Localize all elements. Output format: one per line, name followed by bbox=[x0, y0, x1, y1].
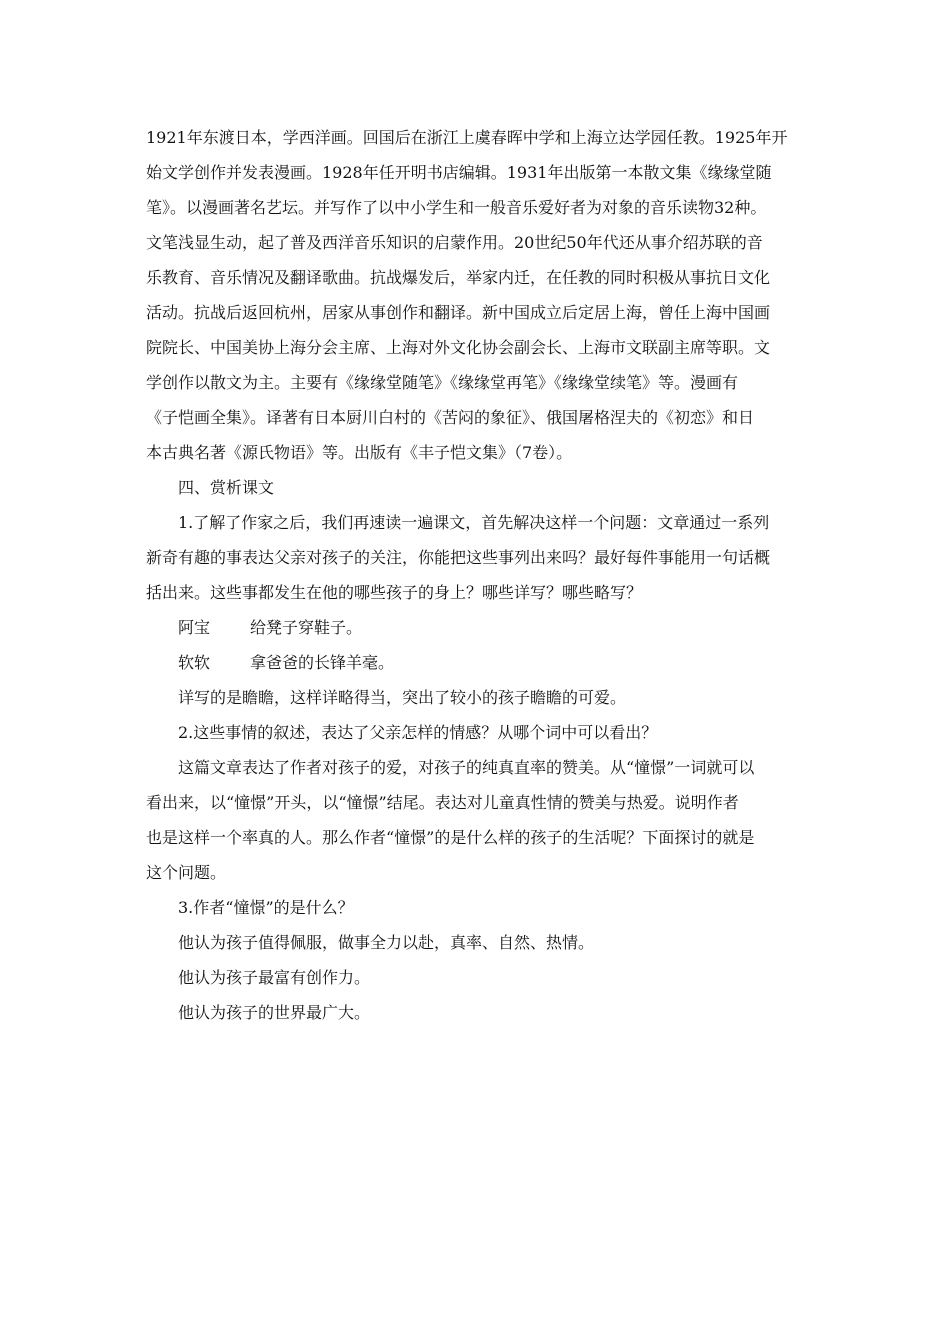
child-event-row bbox=[146, 610, 806, 645]
author-bio-paragraph bbox=[146, 120, 806, 470]
question-1 bbox=[146, 505, 806, 610]
text-line: 笔》。以漫画著名艺坛。并写作了以中小学生和一般音乐爱好者为对象的音乐读物32种。 bbox=[146, 198, 767, 217]
answer-3 bbox=[146, 925, 806, 1030]
text-line: 1.了解了作家之后，我们再速读一遍课文，首先解决这样一个问题：文章通过一系列 bbox=[178, 513, 770, 532]
text-line: 院院长、中国美协上海分会主席、上海对外文化协会副会长、上海市文联副主席等职。文 bbox=[146, 338, 771, 357]
text-line: 他认为孩子的世界最广大。 bbox=[178, 1003, 371, 1022]
text-line: 《子恺画全集》。译著有日本厨川白村的《苦闷的象征》、俄国屠格涅夫的《初恋》和日 bbox=[146, 408, 755, 427]
child-event-row bbox=[146, 645, 806, 680]
answer-2 bbox=[146, 750, 806, 890]
text-line: 活动。抗战后返回杭州，居家从事创作和翻译。新中国成立后定居上海，曾任上海中国画 bbox=[146, 303, 771, 322]
text-line: 学创作以散文为主。主要有《缘缘堂随笔》《缘缘堂再笔》《缘缘堂续笔》等。漫画有 bbox=[146, 373, 739, 392]
text-line: 文笔浅显生动，起了普及西洋音乐知识的启蒙作用。20世纪50年代还从事介绍苏联的音 bbox=[146, 233, 763, 252]
text-line: 看出来，以“憧憬”开头，以“憧憬”结尾。表达对儿童真性情的赞美与热爱。说明作者 bbox=[146, 793, 739, 812]
document-body bbox=[146, 120, 806, 1030]
text-line: 括出来。这些事都发生在他的哪些孩子的身上？哪些详写？哪些略写？ bbox=[146, 583, 643, 602]
text-line: 乐教育、音乐情况及翻译歌曲。抗战爆发后，举家内迁，在任教的同时积极从事抗日文化 bbox=[146, 268, 771, 287]
child-name: 阿宝 bbox=[178, 618, 211, 637]
text-line: 也是这样一个率真的人。那么作者“憧憬”的是什么样的孩子的生活呢？下面探讨的就是 bbox=[146, 828, 755, 847]
child-event: 给凳子穿鞋子。 bbox=[250, 618, 363, 637]
section-heading: 四、赏析课文 bbox=[178, 478, 275, 497]
text-line: 他认为孩子值得佩服，做事全力以赴，真率、自然、热情。 bbox=[178, 933, 595, 952]
text-line: 1921年东渡日本，学西洋画。回国后在浙江上虞春晖中学和上海立达学园任教。1925年开 bbox=[146, 128, 788, 147]
text-line: 他认为孩子最富有创作力。 bbox=[178, 968, 371, 987]
question-2: 2.这些事情的叙述，表达了父亲怎样的情感？从哪个词中可以看出？ bbox=[178, 723, 658, 742]
text-line: 这个问题。 bbox=[146, 863, 227, 882]
child-event: 拿爸爸的长锋羊毫。 bbox=[250, 653, 395, 672]
detail-note: 详写的是瞻瞻，这样详略得当，突出了较小的孩子瞻瞻的可爱。 bbox=[178, 688, 627, 707]
question-3: 3.作者“憧憬”的是什么？ bbox=[178, 898, 354, 917]
text-line: 本古典名著《源氏物语》等。出版有《丰子恺文集》（7卷）。 bbox=[146, 443, 573, 462]
child-name: 软软 bbox=[178, 653, 211, 672]
text-line: 这篇文章表达了作者对孩子的爱，对孩子的纯真直率的赞美。从“憧憬”一词就可以 bbox=[178, 758, 755, 777]
text-line: 始文学创作并发表漫画。1928年任开明书店编辑。1931年出版第一本散文集《缘缘堂随 bbox=[146, 163, 772, 182]
text-line: 新奇有趣的事表达父亲对孩子的关注，你能把这些事列出来吗？最好每件事能用一句话概 bbox=[146, 548, 771, 567]
